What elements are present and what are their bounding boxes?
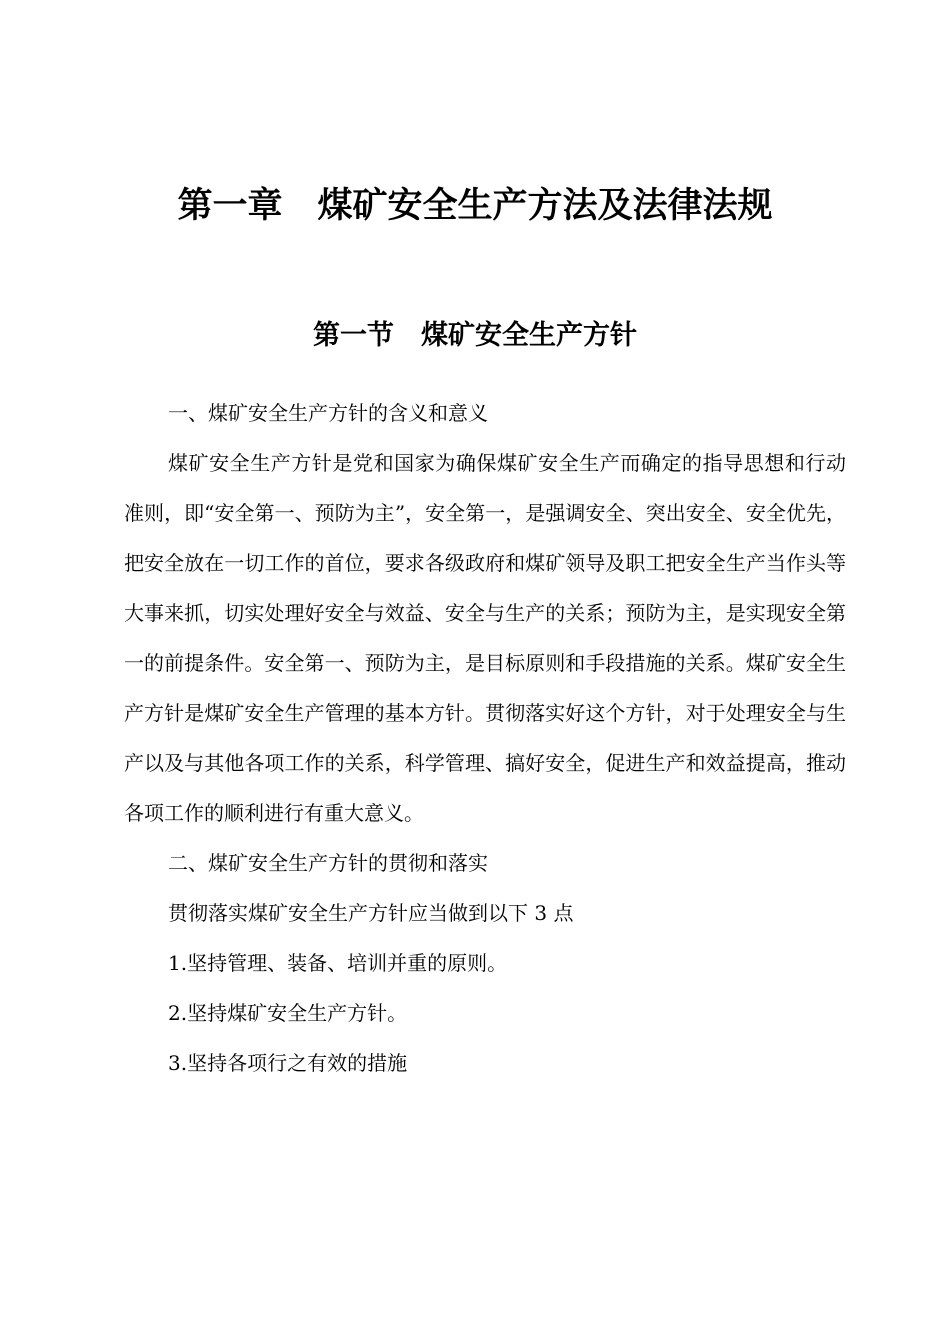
- implementation-intro: 贯彻落实煤矿安全生产方针应当做到以下 3 点: [168, 901, 574, 925]
- body-text: [124, 388, 846, 1088]
- paragraph-meaning: 煤矿安全生产方针是党和国家为确保煤矿安全生产而确定的指导思想和行动准则，即“安全第一、预防为主”，安全第一，是强调安全、突出安全、安全优先，把安全放在一切工作的首位，要求各级政府和煤矿领导及职工把安全生产当作头等大事来抓，切实处理好安全与效益、安全与生产的关系；预防为主，是实现安全第一的前提条件。安全第一、预防为主，是目标原则和手段措施的关系。煤矿安全生产方针是煤矿安全生产管理的基本方针。贯彻落实好这个方针，对于处理安全与生产以及与其他各项工作的关系，科学管理、搞好安全，促进生产和效益提高，推动各项工作的顺利进行有重大意义。: [124, 451, 846, 825]
- list-item: 3.坚持各项行之有效的措施: [168, 1051, 408, 1075]
- chapter-title: 第一章 煤矿安全生产方法及法律法规: [177, 185, 773, 226]
- subheading-implementation: 二、煤矿安全生产方针的贯彻和落实: [168, 851, 488, 875]
- list-item: 2.坚持煤矿安全生产方针。: [168, 1001, 408, 1025]
- subheading-meaning: 一、煤矿安全生产方针的含义和意义: [168, 401, 488, 425]
- list-item: 1.坚持管理、装备、培训并重的原则。: [168, 951, 508, 975]
- section-title: 第一节 煤矿安全生产方针: [313, 320, 637, 351]
